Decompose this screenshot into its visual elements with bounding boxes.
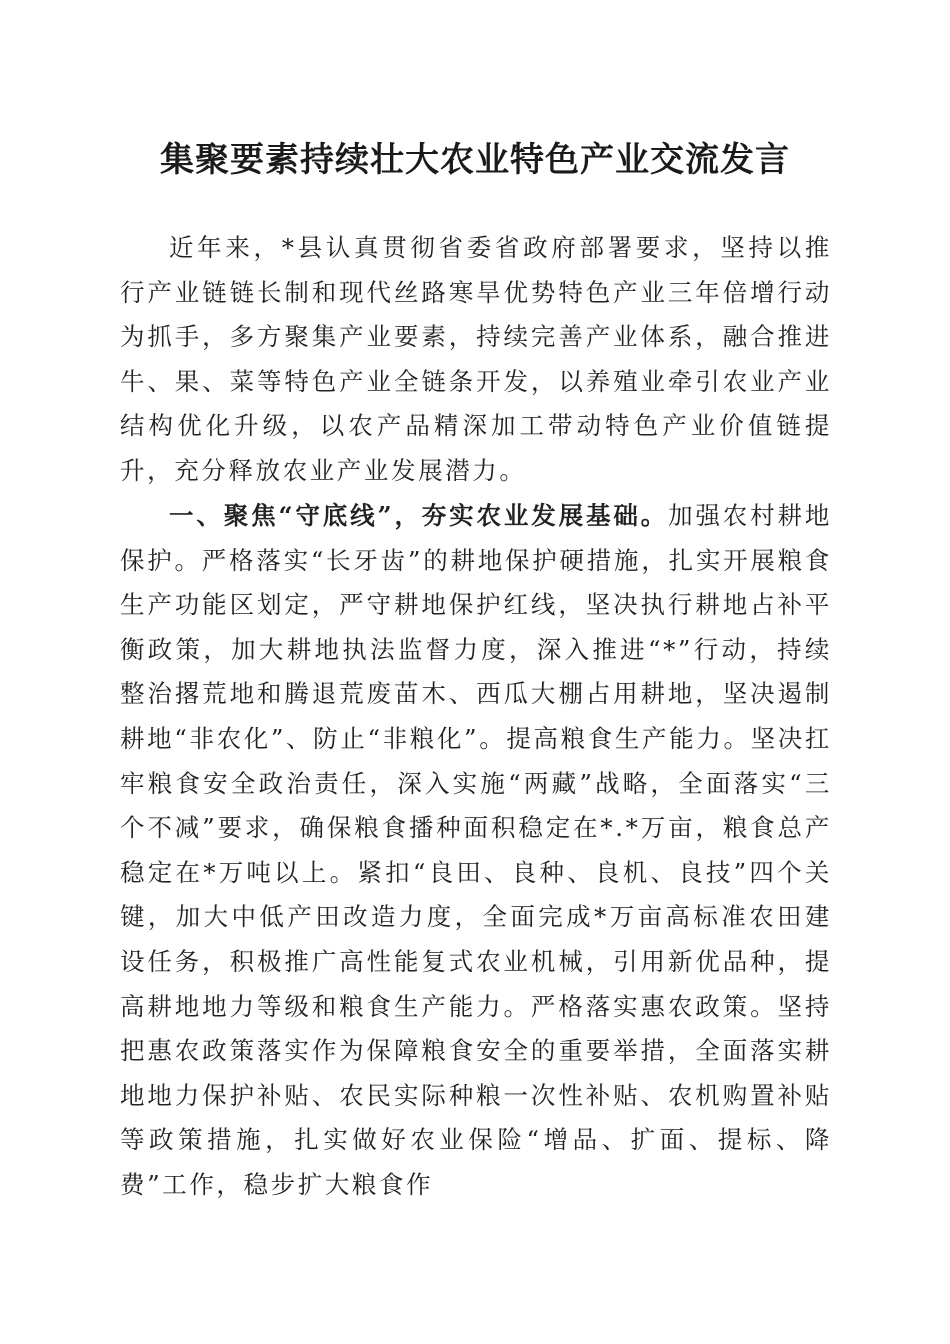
page-title: 集聚要素持续壮大农业特色产业交流发言 bbox=[160, 140, 790, 180]
intro-paragraph: 近年来，*县认真贯彻省委省政府部署要求，坚持以推行产业链链长制和现代丝路寒旱优势特色产业三年倍增行动为抓手，多方聚集产业要素，持续完善产业体系，融合推进牛、果、菜等特色产业全链条开发，以养殖业牵引农业产业结构优化升级，以农产品精深加工带动特色产业价值链提升，充分释放农业产业发展潜力。 bbox=[120, 233, 832, 485]
section-1-paragraph bbox=[120, 494, 832, 1208]
section-1-block bbox=[120, 494, 832, 1208]
section-1-text: 加强农村耕地保护。严格落实“长牙齿”的耕地保护硬措施，扎实开展粮食生产功能区划定，严守耕地保护红线，坚决执行耕地占补平衡政策，加大耕地执法监督力度，深入推进“*”行动，持续整治撂荒地和腾退荒废苗木、西瓜大棚占用耕地，坚决遏制耕地“非农化”、防止“非粮化”。提高粮食生产能力。坚决扛牢粮食安全政治责任，深入实施“两藏”战略，全面落实“三个不减”要求，确保粮食播种面积稳定在*.*万亩，粮食总产稳定在*万吨以上。紧扣“良田、良种、良机、良技”四个关键，加大中低产田改造力度，全面完成*万亩高标准农田建设任务，积极推广高性能复式农业机械，引用新优品种，提高耕地地力等级和粮食生产能力。严格落实惠农政策。坚持把惠农政策落实作为保障粮食安全的重要举措，全面落实耕地地力保护补贴、农民实际种粮一次性补贴、农机购置补贴等政策措施，扎实做好农业保险“增品、扩面、提标、降费”工作，稳步扩大粮食作 bbox=[120, 501, 832, 1199]
intro-block bbox=[120, 226, 832, 494]
section-1-heading: 一、聚焦“守底线”，夯实农业发展基础。 bbox=[169, 501, 669, 530]
